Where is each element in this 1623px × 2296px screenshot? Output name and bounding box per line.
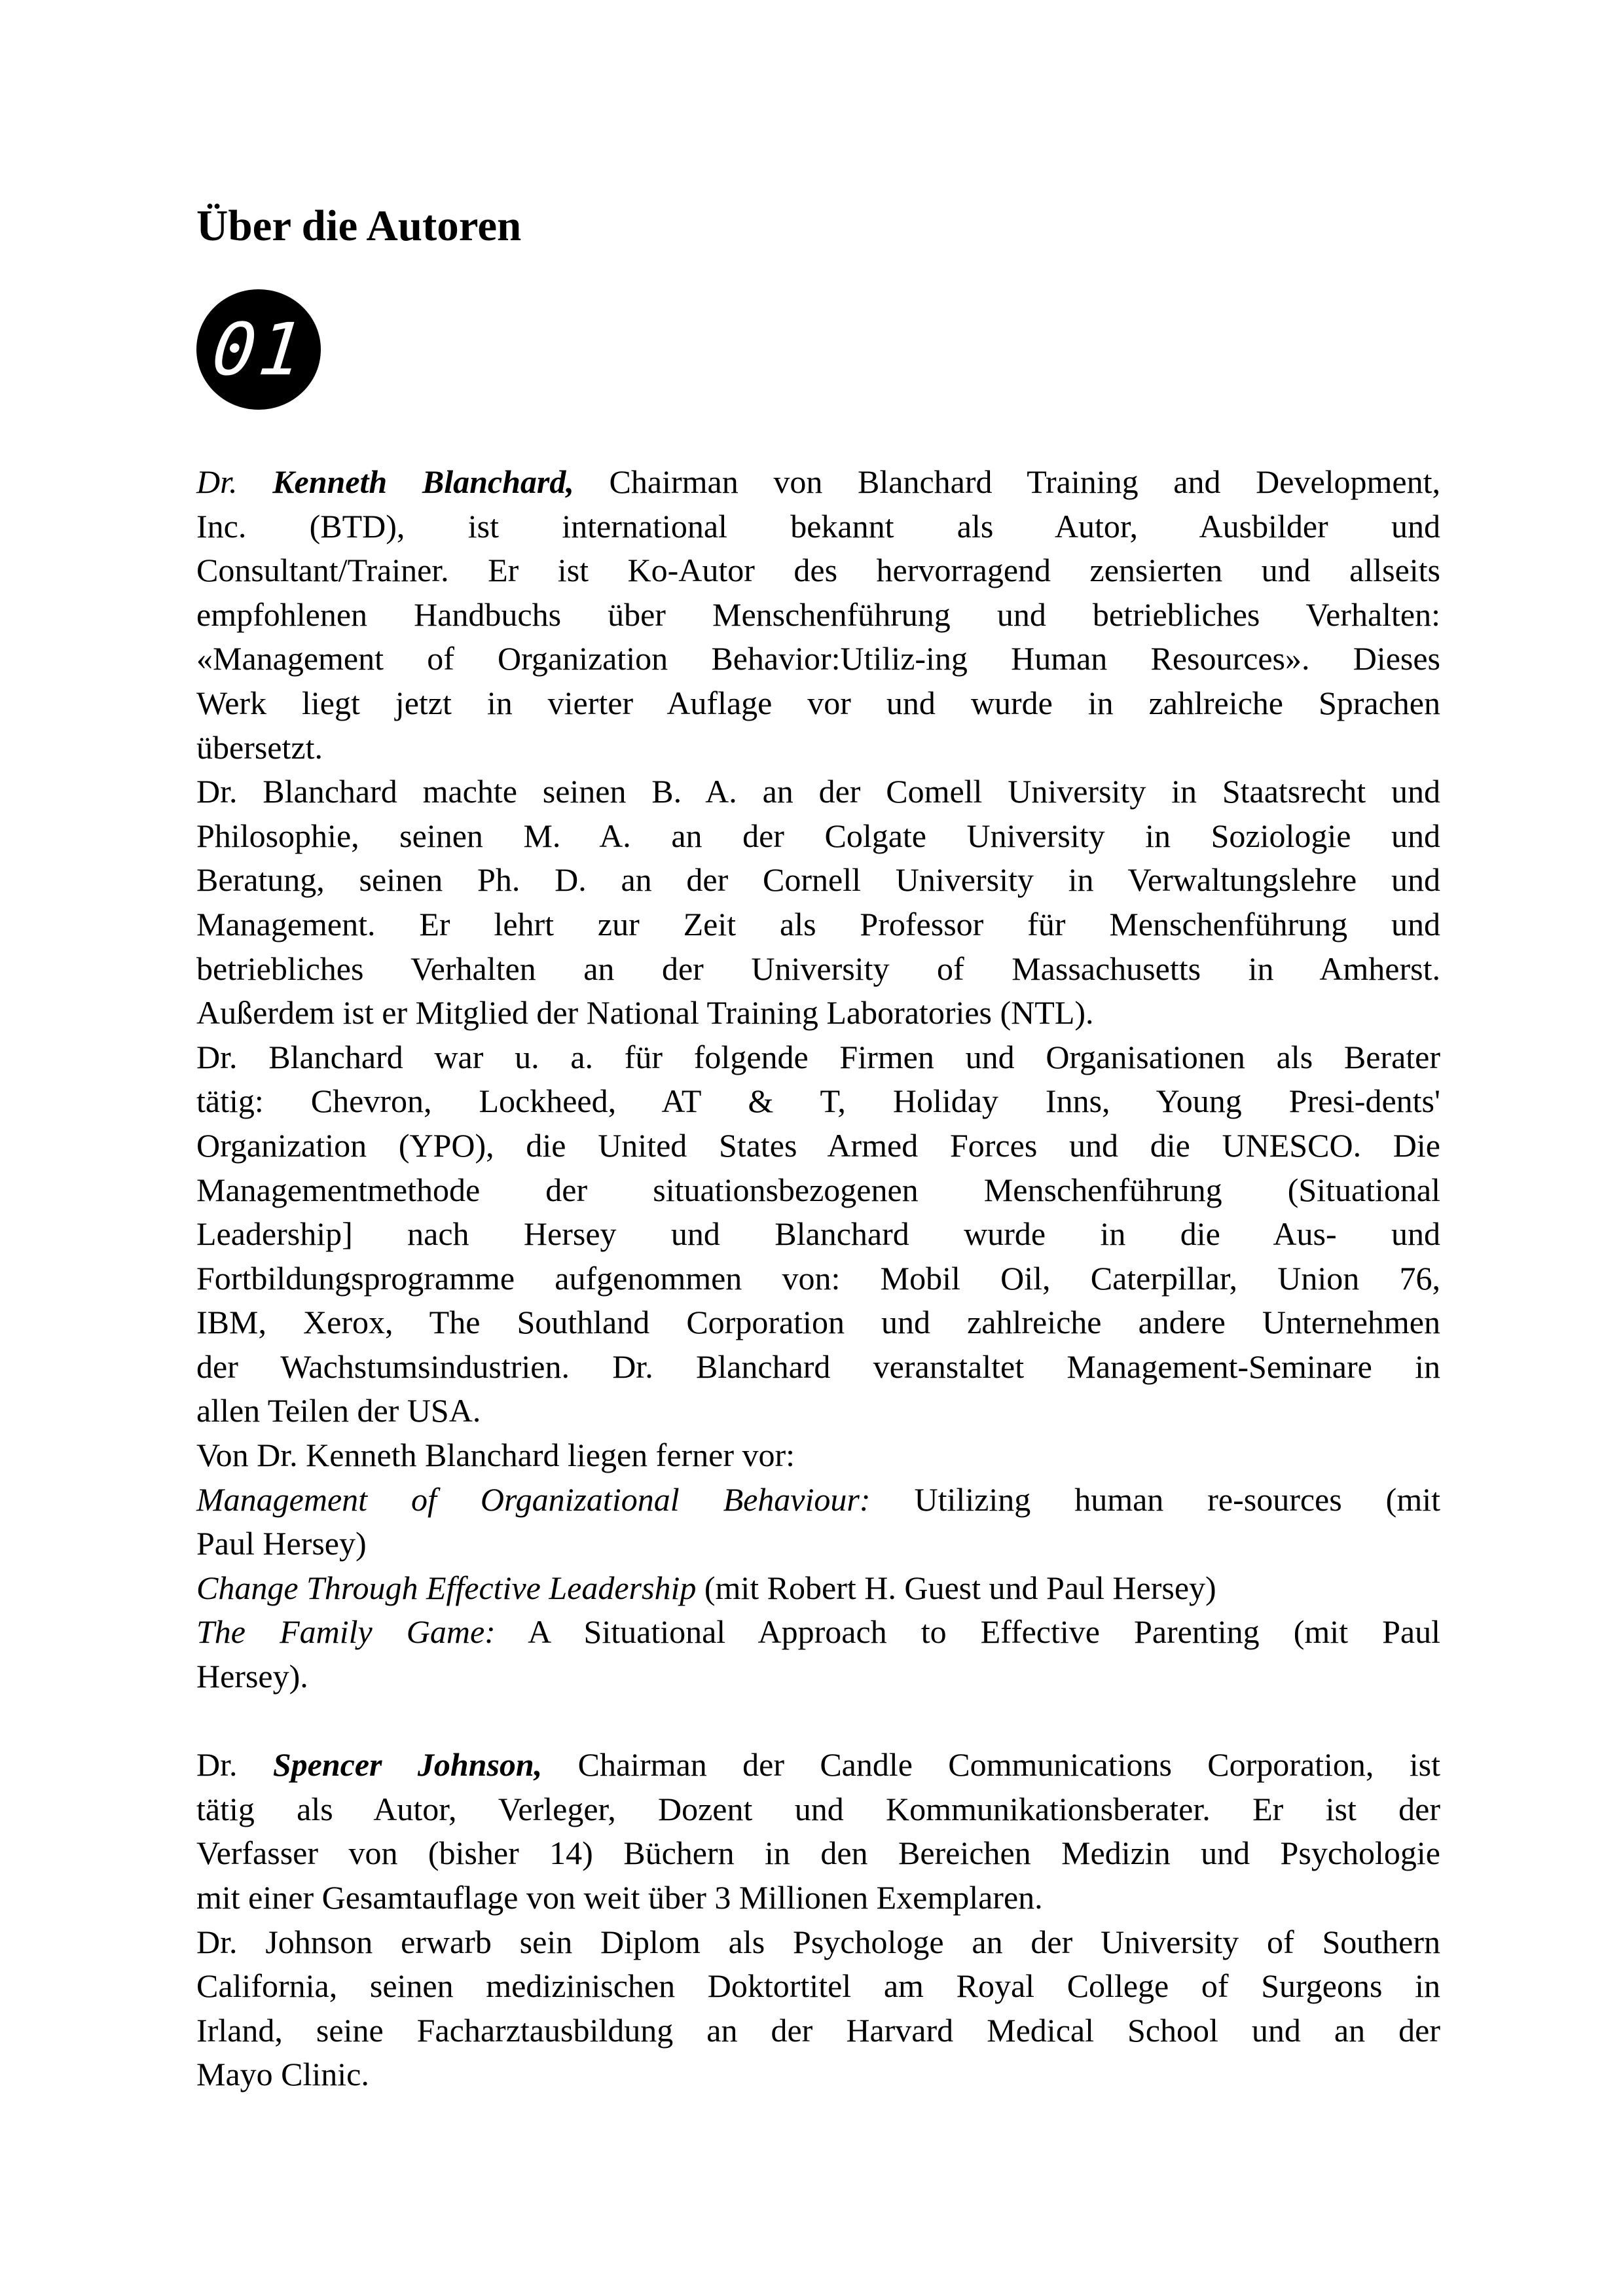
- text-line: [196, 1831, 1440, 1876]
- text-run: California, seinen medizinischen Doktortitel am Royal College of Surgeons in: [196, 1967, 1440, 2005]
- text-line: [196, 1743, 1440, 1787]
- text-run: Management. Er lehrt zur Zeit als Professor für Menschenführung und: [196, 905, 1440, 942]
- text-run: der Wachstumsindustrien. Dr. Blanchard veranstaltet Management-Seminare in: [196, 1348, 1440, 1385]
- text-run: Werk liegt jetzt in vierter Auflage vor und wurde in zahlreiche Sprachen: [196, 684, 1440, 721]
- text-run: mit einer Gesamtauflage von weit über 3 Millionen Exemplaren.: [196, 1879, 1043, 1916]
- text-run: Dr. Blanchard machte seinen B. A. an der Comell University in Staatsrecht und: [196, 773, 1440, 810]
- italic-text: Dr.: [196, 463, 273, 500]
- text-run: IBM, Xerox, The Southland Corporation und zahlreiche andere Unternehmen: [196, 1304, 1440, 1341]
- italic-text: The Family Game:: [196, 1613, 496, 1651]
- text-line: [196, 991, 1440, 1035]
- text-line: [196, 460, 1440, 505]
- text-line: [196, 2009, 1440, 2053]
- text-line: [196, 1655, 1440, 1699]
- badge-lettering: 01: [208, 308, 309, 391]
- text-line: [196, 1300, 1440, 1345]
- text-run: Mayo Clinic.: [196, 2056, 369, 2093]
- text-line: [196, 1389, 1440, 1433]
- text-run: Außerdem ist er Mitglied der National Training Laboratories (NTL).: [196, 994, 1094, 1031]
- text-run: Paul Hersey): [196, 1525, 367, 1562]
- text-run: Chairman der Candle Communications Corporation, ist: [542, 1746, 1441, 1784]
- text-line: [196, 726, 1440, 770]
- text-run: Dr.: [196, 1746, 273, 1784]
- text-line: [196, 1257, 1440, 1301]
- text-line: [196, 1566, 1440, 1611]
- bio-blanchard: [196, 460, 1440, 1699]
- text-line: [196, 947, 1440, 992]
- text-line: [196, 1920, 1440, 1965]
- text-run: Leadership] nach Hersey und Blanchard wurde in die Aus- und: [196, 1215, 1440, 1253]
- text-run: Dr. Blanchard war u. a. für folgende Firmen und Organisationen als Berater: [196, 1038, 1440, 1075]
- text-run: tätig als Autor, Verleger, Dozent und Kommunikationsberater. Er ist der: [196, 1790, 1440, 1827]
- text-line: [196, 1345, 1440, 1390]
- text-run: Chairman von Blanchard Training and Development,: [574, 463, 1441, 500]
- text-line: [196, 1212, 1440, 1257]
- text-run: Beratung, seinen Ph. D. an der Cornell University in Verwaltungslehre und: [196, 861, 1440, 899]
- text-line: [196, 1787, 1440, 1832]
- text-run: Verfasser von (bisher 14) Büchern in den Bereichen Medizin und Psychologie: [196, 1835, 1440, 1872]
- text-line: [196, 637, 1440, 681]
- text-run: Consultant/Trainer. Er ist Ko-Autor des hervorragend zensierten und allseits: [196, 552, 1440, 589]
- text-run: Dr. Johnson erwarb sein Diplom als Psychologe an der University of Southern: [196, 1923, 1440, 1960]
- text-line: [196, 814, 1440, 859]
- text-run: empfohlenen Handbuchs über Menschenführung und betriebliches Verhalten:: [196, 596, 1440, 633]
- text-run: Philosophie, seinen M. A. an der Colgate University in Soziologie und: [196, 817, 1440, 854]
- text-run: Fortbildungsprogramme aufgenommen von: Mobil Oil, Caterpillar, Union 76,: [196, 1259, 1440, 1297]
- text-run: Organization (YPO), die United States Armed Forces und die UNESCO. Die: [196, 1126, 1440, 1164]
- text-line: [196, 1964, 1440, 2009]
- author-name: Kenneth Blanchard,: [272, 463, 574, 500]
- author-biographies: [196, 460, 1440, 2097]
- text-line: [196, 858, 1440, 903]
- italic-text: Change Through Effective Leadership: [196, 1569, 697, 1606]
- text-run: tätig: Chevron, Lockheed, AT & T, Holiday Inns, Young Presi-dents': [196, 1083, 1440, 1120]
- text-run: Hersey).: [196, 1658, 308, 1695]
- bio-johnson: [196, 1743, 1440, 2097]
- text-line: [196, 903, 1440, 947]
- text-line: [196, 770, 1440, 814]
- text-run: Utilizing human re-sources (mit: [870, 1480, 1440, 1518]
- text-run: betriebliches Verhalten an der University of Massachusetts in Amherst.: [196, 950, 1440, 987]
- text-run: übersetzt.: [196, 728, 323, 766]
- chapter-number-badge-icon: [196, 289, 321, 410]
- text-line: [196, 1168, 1440, 1213]
- text-line: [196, 1079, 1440, 1124]
- text-run: Managementmethode der situationsbezogenen Menschenführung (Situational: [196, 1171, 1440, 1208]
- text-run: allen Teilen der USA.: [196, 1392, 481, 1429]
- text-run: Inc. (BTD), ist international bekannt als Autor, Ausbilder und: [196, 507, 1440, 545]
- text-run: (mit Robert H. Guest und Paul Hersey): [696, 1569, 1216, 1606]
- text-run: «Management of Organization Behavior:Utiliz-ing Human Resources». Dieses: [196, 640, 1440, 677]
- page-title: Über die Autoren: [196, 202, 522, 250]
- text-run: Von Dr. Kenneth Blanchard liegen ferner vor:: [196, 1437, 795, 1474]
- text-line: [196, 1610, 1440, 1655]
- text-line: [196, 2053, 1440, 2097]
- text-run: A Situational Approach to Effective Parenting (mit Paul: [495, 1613, 1441, 1651]
- text-line: [196, 681, 1440, 726]
- italic-text: Management of Organizational Behaviour:: [196, 1480, 871, 1518]
- text-line: [196, 1522, 1440, 1566]
- text-line: [196, 593, 1440, 637]
- text-line: [196, 505, 1440, 549]
- text-run: Irland, seine Facharztausbildung an der Harvard Medical School und an der: [196, 2011, 1440, 2049]
- text-line: [196, 1035, 1440, 1080]
- text-line: [196, 548, 1440, 593]
- author-name: Spencer Johnson,: [272, 1746, 543, 1784]
- text-line: [196, 1876, 1440, 1920]
- text-line: [196, 1124, 1440, 1168]
- text-line: [196, 1478, 1440, 1522]
- text-line: [196, 1433, 1440, 1478]
